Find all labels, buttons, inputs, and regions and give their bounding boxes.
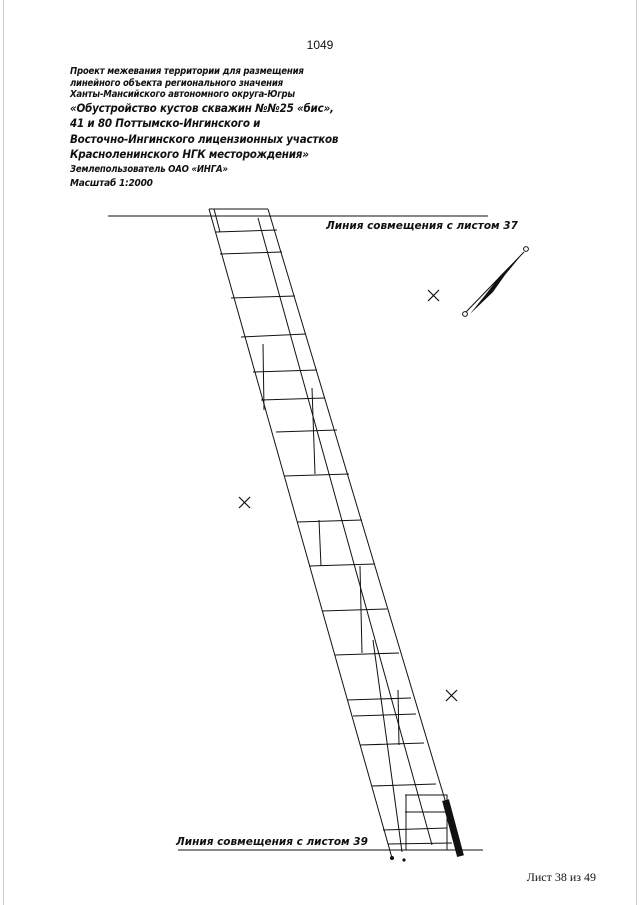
- sheet-label: Лист 38 из 49: [526, 870, 596, 884]
- title-line: Ханты-Мансийского автономного округа-Югры: [70, 89, 295, 100]
- corridor-left-edge: [209, 209, 392, 858]
- page-number: 1049: [306, 38, 334, 52]
- corridor-inner-line: [258, 218, 432, 845]
- cross-mark-3: [446, 690, 457, 701]
- map-scale: Масштаб 1:2000: [70, 177, 153, 189]
- title-line: Проект межевания территории для размещения: [70, 66, 304, 77]
- cross-marks: [239, 290, 457, 701]
- north-arrow-icon: [463, 247, 529, 317]
- cross-mark-2: [239, 497, 250, 508]
- bottom-match-label: Линия совмещения с листом 39: [176, 836, 368, 848]
- corridor-inner-line-2: [373, 640, 402, 852]
- corridor-right-edge: [268, 209, 460, 850]
- title-line: Красноленинского НГК месторождения»: [70, 147, 309, 161]
- title-line: Восточно-Ингинского лицензионных участков: [70, 131, 339, 146]
- land-user: Землепользователь ОАО «ИНГА»: [70, 163, 228, 175]
- top-match-label: Линия совмещения с листом 37: [326, 220, 518, 232]
- title-line: «Обустройство кустов скважин №№25 «бис»,: [70, 100, 334, 115]
- cross-section-lines: [216, 230, 452, 844]
- title-line: линейного объекта регионального значения: [70, 77, 283, 89]
- bottom-markers: [390, 849, 462, 861]
- title-line: 41 и 80 Поттымско-Ингинского и: [70, 116, 261, 130]
- cross-mark-1: [428, 290, 439, 301]
